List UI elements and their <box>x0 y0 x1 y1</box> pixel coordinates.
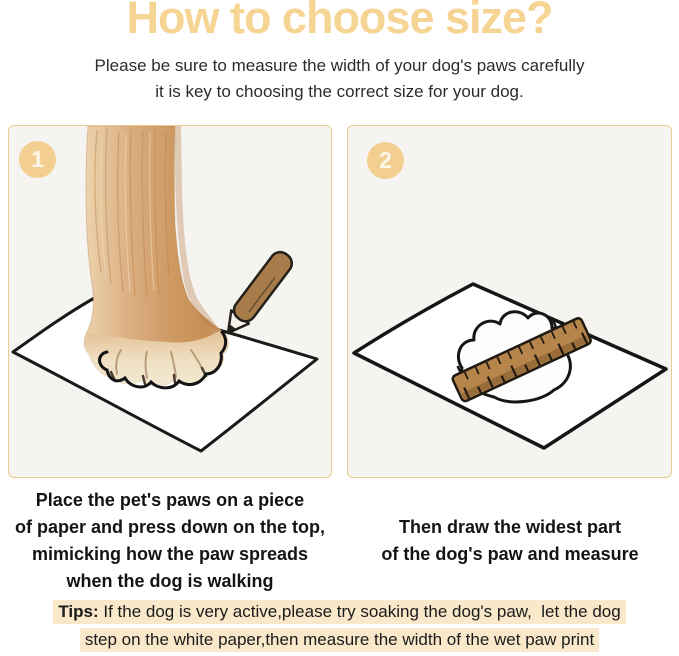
tips-text-line-2: step on the white paper,then measure the width of the wet paw print <box>84 629 595 649</box>
caption-line: of the dog's paw and measure <box>381 544 639 564</box>
tips-note <box>0 598 679 653</box>
caption-line: Then draw the widest part <box>398 517 622 537</box>
step-panel-2 <box>347 125 672 478</box>
step-panel-1 <box>8 125 332 478</box>
subtitle <box>0 53 679 105</box>
caption-line: Place the pet's paws on a piece <box>35 490 305 510</box>
pencil-icon <box>219 248 296 340</box>
paw-tracing-illustration <box>9 126 331 477</box>
tips-line-2 <box>0 626 679 654</box>
tips-highlight <box>53 600 625 624</box>
subtitle-line-2: it is key to choosing the correct size for your dog. <box>155 82 524 101</box>
caption-line: when the dog is walking <box>66 571 274 591</box>
page-title: How to choose size? <box>126 0 553 43</box>
tips-text-line-1: If the dog is very active,please try soaking the dog's paw, let the dog <box>98 602 621 621</box>
step-number: 2 <box>379 147 392 173</box>
caption-line: mimicking how the paw spreads <box>31 544 309 564</box>
tips-label: Tips: <box>58 602 99 621</box>
step-caption-2 <box>340 514 679 568</box>
step-badge-2 <box>367 142 404 179</box>
step-caption-1 <box>0 487 340 595</box>
tips-highlight <box>80 628 599 652</box>
dog-leg <box>84 126 228 386</box>
step-badge-1 <box>19 141 56 178</box>
step-number: 1 <box>31 146 44 172</box>
tips-line-1 <box>0 598 679 626</box>
paw-measuring-illustration <box>348 126 671 477</box>
subtitle-line-1: Please be sure to measure the width of your dog's paws carefully <box>94 56 585 75</box>
caption-line: of paper and press down on the top, <box>14 517 325 537</box>
